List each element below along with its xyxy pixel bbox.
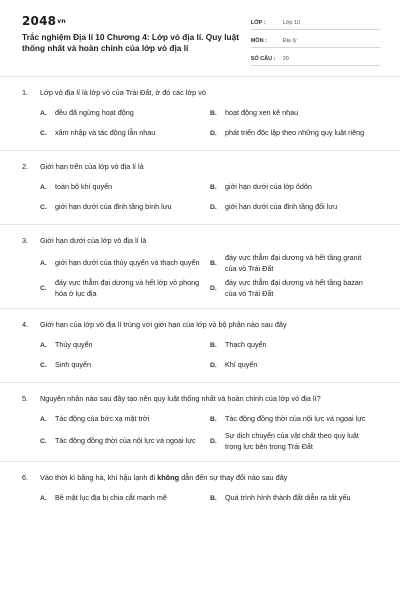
option-text: đáy vực thẳm đại dương và hết lớp vỏ phong hóa ở lục địa bbox=[55, 278, 200, 298]
meta-label: LỚP : bbox=[250, 19, 266, 26]
option-list bbox=[22, 103, 380, 143]
header-left bbox=[22, 14, 251, 72]
option-letter: C. bbox=[40, 285, 47, 292]
question-list bbox=[0, 77, 400, 515]
option-letter: C. bbox=[40, 129, 47, 137]
question-text bbox=[40, 472, 380, 483]
option-text: đáy vực thẳm đại dương và hết tầng granit của vỏ Trái Đất bbox=[225, 253, 362, 273]
option-text: giới hạn dưới của đỉnh tầng bình lưu bbox=[55, 201, 172, 211]
question-head bbox=[22, 87, 380, 98]
option-b[interactable] bbox=[210, 488, 380, 508]
option-text: Tác động đồng thời của nội lực và ngoại lực bbox=[55, 436, 196, 446]
option-b[interactable] bbox=[210, 103, 380, 123]
question-head bbox=[22, 319, 380, 330]
option-a[interactable] bbox=[40, 103, 210, 123]
option-text: Sự dịch chuyển của vật chất theo quy luật trọng lực bên trong Trái Đất bbox=[225, 431, 359, 451]
question-head bbox=[22, 393, 380, 404]
option-text: Bề mặt lục địa bị chia cắt mạnh mẽ bbox=[55, 492, 167, 502]
option-d[interactable] bbox=[210, 355, 380, 375]
option-letter: B. bbox=[210, 109, 217, 117]
option-letter: A. bbox=[40, 260, 47, 267]
logo-text: 2048 bbox=[22, 14, 57, 28]
option-c[interactable] bbox=[40, 123, 210, 143]
option-text: đáy vực thẳm đại dương và hết tầng bazan của vỏ Trái Đất bbox=[225, 278, 363, 298]
option-letter: A. bbox=[40, 109, 47, 117]
option-text: đều đã ngừng hoạt động bbox=[55, 107, 134, 117]
option-text: phát triển độc lập theo những quy luật riêng bbox=[225, 127, 365, 137]
question-text: Giới hạn dưới của lớp vỏ địa lí là bbox=[40, 236, 147, 245]
meta-value: Lớp 10 bbox=[282, 19, 301, 26]
option-letter: A. bbox=[40, 341, 47, 349]
question-text: Lớp vỏ địa lí là lớp vỏ của Trái Đất, ở đó các lớp vỏ bbox=[40, 88, 206, 97]
option-text: Khí quyển bbox=[225, 359, 258, 369]
quiz-meta bbox=[251, 16, 380, 72]
question-text-before: Vào thời kì băng hà, khí hậu lạnh đi bbox=[40, 473, 158, 482]
option-text: hoạt động xen kẽ nhau bbox=[225, 107, 299, 117]
option-text: toàn bộ khí quyển bbox=[55, 181, 113, 191]
option-c[interactable] bbox=[40, 355, 210, 375]
option-letter: B. bbox=[210, 494, 217, 502]
meta-label: SỐ CÂU : bbox=[250, 55, 276, 62]
option-a[interactable] bbox=[40, 335, 210, 355]
question-number: 6. bbox=[22, 473, 29, 482]
meta-value: Địa lý bbox=[282, 37, 297, 44]
option-text: giới hạn dưới của đỉnh tầng đối lưu bbox=[225, 201, 338, 211]
question-item bbox=[0, 77, 400, 151]
option-text: Thủy quyển bbox=[55, 339, 93, 349]
option-text: Thạch quyển bbox=[225, 339, 267, 349]
option-a[interactable] bbox=[40, 251, 210, 276]
option-b[interactable] bbox=[210, 251, 380, 276]
question-text: Giới hạn của lớp vỏ địa lí trùng với giới hạn của lớp vỏ bộ phận nào sau đây bbox=[40, 320, 287, 329]
option-text: xâm nhập và tác động lẫn nhau bbox=[55, 127, 156, 137]
option-c[interactable] bbox=[40, 197, 210, 217]
option-text: Tác động đồng thời của nội lực và ngoại lực bbox=[225, 413, 366, 423]
question-item bbox=[0, 309, 400, 383]
question-head bbox=[22, 161, 380, 172]
option-letter: D. bbox=[210, 203, 217, 211]
question-item bbox=[0, 462, 400, 515]
option-letter: A. bbox=[40, 183, 47, 191]
option-text: Tác động của bức xạ mặt trời bbox=[55, 413, 150, 423]
option-a[interactable] bbox=[40, 409, 210, 429]
meta-row-subject bbox=[251, 34, 380, 48]
question-number: 1. bbox=[22, 88, 29, 97]
meta-row-count bbox=[251, 52, 380, 66]
option-list bbox=[22, 488, 380, 508]
option-letter: B. bbox=[210, 260, 217, 267]
option-c[interactable] bbox=[40, 429, 210, 454]
option-list bbox=[22, 409, 380, 454]
question-item bbox=[0, 151, 400, 225]
option-b[interactable] bbox=[210, 409, 380, 429]
option-list bbox=[22, 177, 380, 217]
quiz-header bbox=[0, 0, 400, 72]
option-d[interactable] bbox=[210, 123, 380, 143]
option-list bbox=[22, 251, 380, 301]
question-head bbox=[22, 235, 380, 246]
option-d[interactable] bbox=[210, 197, 380, 217]
option-c[interactable] bbox=[40, 276, 210, 301]
option-letter: B. bbox=[210, 415, 217, 423]
quiz-title: Trắc nghiệm Địa lí 10 Chương 4: Lớp vỏ địa lí. Quy luật thống nhất và hoàn chỉnh của lớp vỏ địa lí bbox=[22, 32, 239, 53]
question-number: 5. bbox=[22, 394, 29, 403]
option-letter: D. bbox=[210, 438, 217, 445]
option-d[interactable] bbox=[210, 276, 380, 301]
option-text: Sinh quyển bbox=[55, 359, 91, 369]
option-text: giới hạn dưới của lớp ôdôn bbox=[225, 181, 312, 191]
question-text-emphasis: không bbox=[157, 473, 180, 482]
option-letter: B. bbox=[210, 183, 217, 191]
option-letter: D. bbox=[210, 129, 217, 137]
site-logo[interactable] bbox=[22, 14, 251, 28]
option-list bbox=[22, 335, 380, 375]
meta-row-class bbox=[251, 16, 380, 30]
option-letter: C. bbox=[40, 438, 47, 445]
question-text-after: dẫn đến sự thay đổi nào sau đây bbox=[179, 473, 288, 482]
option-a[interactable] bbox=[40, 177, 210, 197]
meta-value: 20 bbox=[282, 55, 289, 62]
question-head bbox=[22, 472, 380, 483]
question-number: 3. bbox=[22, 236, 29, 245]
option-letter: C. bbox=[40, 203, 47, 211]
option-text: Quá trình hình thành đất diễn ra tất yếu bbox=[225, 492, 351, 502]
question-text: Giới hạn trên của lớp vỏ địa lí là bbox=[40, 162, 144, 171]
question-text: Nguyên nhân nào sau đây tạo nên quy luật thống nhất và hoàn chỉnh của lớp vỏ địa lí? bbox=[40, 394, 321, 403]
meta-label: MÔN : bbox=[250, 37, 267, 44]
question-number: 2. bbox=[22, 162, 29, 171]
option-b[interactable] bbox=[210, 177, 380, 197]
option-letter: A. bbox=[40, 415, 47, 423]
option-text: giới hạn dưới của thủy quyển và thạch quyển bbox=[55, 258, 200, 268]
option-a[interactable] bbox=[40, 488, 210, 508]
option-letter: A. bbox=[40, 494, 47, 502]
logo-suffix: vn bbox=[57, 18, 66, 25]
option-d[interactable] bbox=[210, 429, 380, 454]
question-item bbox=[0, 225, 400, 309]
option-letter: C. bbox=[40, 361, 47, 369]
question-number: 4. bbox=[22, 320, 29, 329]
option-letter: D. bbox=[210, 361, 217, 369]
option-letter: B. bbox=[210, 341, 217, 349]
option-letter: D. bbox=[210, 285, 217, 292]
option-b[interactable] bbox=[210, 335, 380, 355]
question-item bbox=[0, 383, 400, 462]
